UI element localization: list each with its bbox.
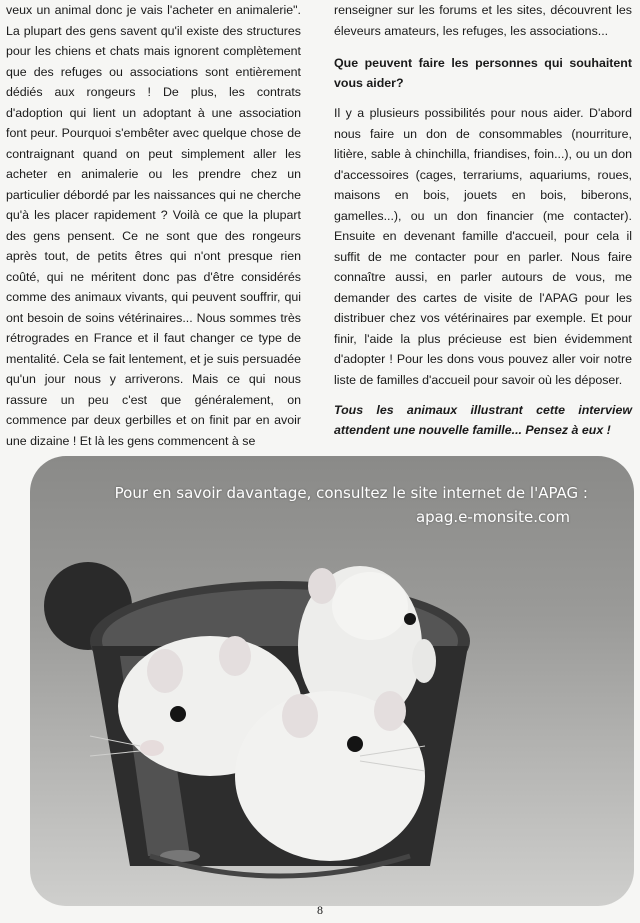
banner-text: Pour en savoir davantage, consultez le site internet de l'APAG : [114, 484, 588, 502]
right-column [334, 0, 632, 440]
website-url: apag.e-monsite.com [415, 508, 570, 526]
closing-note: Tous les animaux illustrant cette interview attendent une nouvelle famille... Pensez à eux ! [334, 403, 632, 437]
gerbil-photo [30, 456, 634, 906]
article-paragraph-intro: renseigner sur les forums et les sites, découvrent les éleveurs amateurs, les refuges, les associations... [334, 3, 632, 38]
interview-answer: Il y a plusieurs possibilités pour nous aider. D'abord nous faire un don de consommables (nourriture, litière, sable à chinchilla, friandises, foin...), ou un don d'accessoires (cages, terrariums, aquariums, roues, maisons en bois, jouets en bois, biberons, gamelles...), ou un don financier (me contacter). Ensuite en devenant famille d'accueil, pour cela il suffit de me contacter pour en parler. Nous faire connaître aussi, en parler autours de vous, me demander des cartes de visite de l'APAG pour les distribuer chez vos vétérinaires par exemple. Et pour finir, l'aide la plus précieuse est bien évidemment d'adopter ! Pour les dons vous pouvez aller voir notre liste de familles d'accueil pour savoir où les déposer. [334, 106, 632, 387]
left-column [6, 0, 301, 451]
page-number: 8 [317, 903, 323, 917]
interview-question: Que peuvent faire les personnes qui souhaitent vous aider? [334, 56, 632, 90]
article-paragraph-left: veux un animal donc je vais l'acheter en animalerie". La plupart des gens savent qu'il existe des structures pour les chiens et chats mais ignorent complètement que des refuges ou associations sont entièrement dédiés aux rongeurs ! De plus, les contrats d'adoption qui lient un adoptant à une association font peur. Pourquoi s'embêter avec quelque chose de contraignant quand on peut simplement aller les acheter en animalerie ou les prendre chez un particulier débordé par les naissances qui ne cherche qu'à les placer rapidement ? Voilà ce que la plupart des gens pensent. Ce ne sont que des rongeurs après tout, de petits êtres qui n'ont presque rien coûté, qui ne méritent donc pas d'être considérés comme des animaux vivants, qui peuvent souffrir, qui ont besoin de soins vétérinaires... Nous sommes très rétrogrades en France et il faut changer ce type de mentalité. Cela se fait lentement, et je suis persuadée qu'un jour nous y arriverons. Mais ce qui nous rassure un peu c'est que généralement, on commence par deux gerbilles et on finit par en avoir une dizaine ! Et là les gens commencent à se [6, 3, 301, 448]
